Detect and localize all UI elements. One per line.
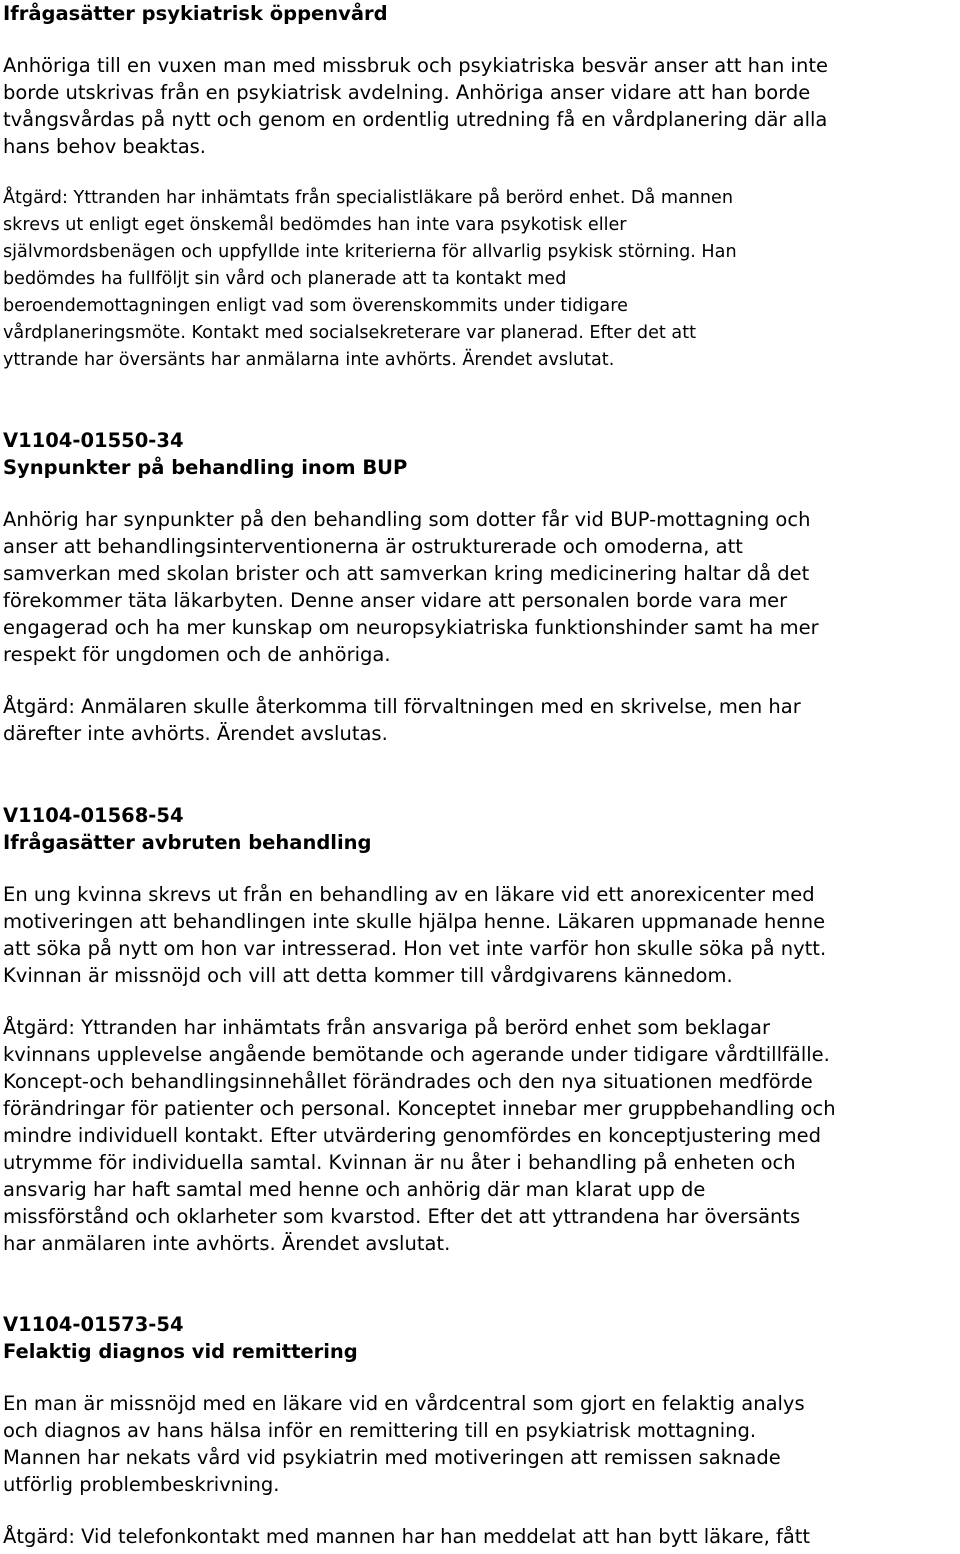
case-id: V1104-01573-54 bbox=[3, 1313, 184, 1336]
text-line: ansvarig har haft samtal med henne och anhörig där man klarat upp de bbox=[3, 1178, 706, 1201]
text-line: missförstånd och oklarheter som kvarstod. Efter det att yttrandena har översänts bbox=[3, 1205, 801, 1228]
text-line: Koncept-och behandlingsinnehållet förändrades och den nya situationen medförde bbox=[3, 1070, 813, 1093]
case-action bbox=[3, 693, 959, 747]
text-line: självmordsbenägen och uppfyllde inte kriterierna för allvarlig psykisk störning. Han bbox=[3, 242, 737, 262]
text-line: Åtgärd: Yttranden har inhämtats från ansvariga på berörd enhet som beklagar bbox=[3, 1016, 770, 1039]
case-section bbox=[3, 802, 959, 1257]
case-title: Felaktig diagnos vid remittering bbox=[3, 1340, 358, 1363]
case-id: V1104-01568-54 bbox=[3, 804, 184, 827]
case-action bbox=[3, 185, 959, 374]
text-line: skrevs ut enligt eget önskemål bedömdes han inte vara psykotisk eller bbox=[3, 215, 627, 235]
text-line: borde utskrivas från en psykiatrisk avdelning. Anhöriga anser vidare att han borde bbox=[3, 81, 811, 104]
case-description bbox=[3, 1390, 959, 1498]
text-line: förändringar för patienter och personal. Konceptet innebar mer gruppbehandling och bbox=[3, 1097, 836, 1120]
text-line: samverkan med skolan brister och att samverkan kring medicinering haltar då det bbox=[3, 562, 810, 585]
text-line: motiveringen att behandlingen inte skulle hjälpa henne. Läkaren uppmanade henne bbox=[3, 910, 826, 933]
text-line: anser att behandlingsinterventionerna är ostrukturerade och omoderna, att bbox=[3, 535, 743, 558]
text-line: engagerad och ha mer kunskap om neuropsykiatriska funktionshinder samt ha mer bbox=[3, 616, 819, 639]
text-line: Anhöriga till en vuxen man med missbruk och psykiatriska besvär anser att han inte bbox=[3, 54, 828, 77]
text-line: Åtgärd: Anmälaren skulle återkomma till förvaltningen med en skrivelse, men har bbox=[3, 695, 801, 718]
text-line: En ung kvinna skrevs ut från en behandling av en läkare vid ett anorexicenter med bbox=[3, 883, 815, 906]
text-line: tvångsvårdas på nytt och genom en ordentlig utredning få en vårdplanering där alla bbox=[3, 108, 828, 131]
text-line: bedömdes ha fullföljt sin vård och planerade att ta kontakt med bbox=[3, 269, 567, 289]
text-line: vårdplaneringsmöte. Kontakt med socialsekreterare var planerad. Efter det att bbox=[3, 323, 696, 343]
case-action bbox=[3, 1523, 959, 1550]
text-line: Kvinnan är missnöjd och vill att detta kommer till vårdgivarens kännedom. bbox=[3, 964, 733, 987]
text-line: utförlig problembeskrivning. bbox=[3, 1473, 280, 1496]
text-line: yttrande har översänts har anmälarna inte avhörts. Ärendet avslutat. bbox=[3, 350, 615, 370]
text-line: En man är missnöjd med en läkare vid en vårdcentral som gjort en felaktig analys bbox=[3, 1392, 805, 1415]
text-line: Mannen har nekats vård vid psykiatrin med motiveringen att remissen saknade bbox=[3, 1446, 781, 1469]
text-line: och diagnos av hans hälsa inför en remittering till en psykiatrisk mottagning. bbox=[3, 1419, 757, 1442]
case-title: Ifrågasätter psykiatrisk öppenvård bbox=[3, 2, 388, 25]
case-section bbox=[3, 427, 959, 747]
case-section bbox=[3, 0, 959, 374]
case-title: Synpunkter på behandling inom BUP bbox=[3, 456, 408, 479]
case-description bbox=[3, 52, 959, 160]
text-line: att söka på nytt om hon var intresserad. Hon vet inte varför hon skulle söka på nytt. bbox=[3, 937, 827, 960]
case-action bbox=[3, 1014, 959, 1257]
text-line: beroendemottagningen enligt vad som överenskommits under tidigare bbox=[3, 296, 628, 316]
text-line: Anhörig har synpunkter på den behandling som dotter får vid BUP-mottagning och bbox=[3, 508, 811, 531]
case-description bbox=[3, 881, 959, 989]
text-line: har anmälaren inte avhörts. Ärendet avslutat. bbox=[3, 1232, 451, 1255]
text-line: förekommer täta läkarbyten. Denne anser vidare att personalen borde vara mer bbox=[3, 589, 788, 612]
case-title: Ifrågasätter avbruten behandling bbox=[3, 831, 372, 854]
case-section bbox=[3, 1311, 959, 1550]
text-line: hans behov beaktas. bbox=[3, 135, 206, 158]
case-id: V1104-01550-34 bbox=[3, 429, 184, 452]
text-line: mindre individuell kontakt. Efter utvärdering genomfördes en konceptjustering med bbox=[3, 1124, 822, 1147]
text-line: Åtgärd: Yttranden har inhämtats från specialistläkare på berörd enhet. Då mannen bbox=[3, 188, 734, 208]
text-line: Åtgärd: Vid telefonkontakt med mannen har han meddelat att han bytt läkare, fått bbox=[3, 1525, 811, 1548]
text-line: respekt för ungdomen och de anhöriga. bbox=[3, 643, 391, 666]
text-line: kvinnans upplevelse angående bemötande och agerande under tidigare vårdtillfälle. bbox=[3, 1043, 830, 1066]
text-line: därefter inte avhörts. Ärendet avslutas. bbox=[3, 722, 388, 745]
case-description bbox=[3, 506, 959, 668]
text-line: utrymme för individuella samtal. Kvinnan är nu åter i behandling på enheten och bbox=[3, 1151, 796, 1174]
